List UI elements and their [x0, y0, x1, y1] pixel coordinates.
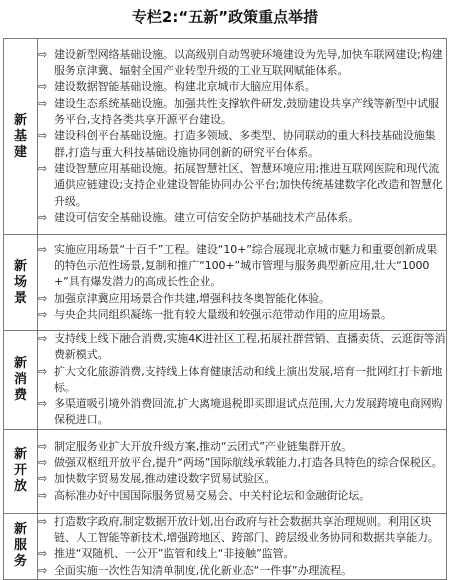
measure-text: 与央企共同组织凝练一批有较大量级和较强示范带动作用的应用场景。	[54, 307, 392, 321]
policy-row	[4, 39, 447, 235]
category-char: 新	[13, 258, 27, 274]
measure-text: 扩大文化旅游消费,支持线上体育健康活动和线上演出发展,培育一批网红打卡新地标。	[54, 364, 443, 394]
category-label	[4, 39, 38, 235]
measure-item	[38, 471, 446, 487]
policy-table	[3, 38, 447, 580]
category-char: 消	[13, 371, 27, 387]
measures-cell	[38, 331, 447, 430]
arrow-icon: ⇨	[38, 472, 48, 486]
arrow-icon: ⇨	[38, 488, 48, 502]
arrow-icon: ⇨	[38, 161, 48, 175]
category-label	[4, 235, 38, 331]
category-char: 服	[13, 538, 27, 554]
arrow-icon: ⇨	[38, 47, 48, 61]
arrow-icon: ⇨	[38, 332, 48, 345]
measure-item	[38, 396, 446, 429]
arrow-icon: ⇨	[38, 364, 48, 378]
arrow-icon: ⇨	[38, 455, 48, 469]
measure-text: 实施应用场景“十百千”工程。建设“10+”综合展现北京城市魅力和重要创新成果的特色示范性场景,复制和推广“100+”城市管理与服务典型新应用,壮大“1000+”具有爆发潜力的高成长性企业。	[54, 242, 438, 289]
measures-cell	[38, 39, 447, 235]
category-label	[4, 429, 38, 513]
measure-text: 支持线上线下融合消费,实施4K进社区工程,拓展社群营销、直播卖货、云逛街等消费新模式。	[54, 332, 446, 362]
measure-item	[38, 128, 446, 161]
measure-text: 建设科创平台基础设施。打造多领域、多类型、协同联动的重大科技基础设施集群,打造与重大科技基础设施协同创新的研究平台体系。	[54, 129, 436, 159]
category-char: 新	[13, 112, 27, 128]
measure-item	[38, 210, 446, 226]
measures-cell	[38, 513, 447, 579]
measure-text: 全面实施一次性告知清单制度,优化新业态“一件事”办理流程。	[54, 563, 352, 577]
arrow-icon: ⇨	[38, 397, 48, 411]
arrow-icon: ⇨	[38, 439, 48, 453]
measure-item	[38, 291, 446, 307]
measure-item	[38, 161, 446, 210]
arrow-icon: ⇨	[38, 547, 48, 561]
arrow-icon: ⇨	[38, 242, 48, 256]
measure-text: 打造数字政府,制定数据开放计划,出台政府与社会数据共享治理规则。利用区块链、人工智能等新技术,增强跨地区、跨部门、跨层级业务协同和数据共享能力。	[54, 514, 439, 545]
measure-item	[38, 439, 446, 455]
arrow-icon: ⇨	[38, 96, 48, 110]
category-char: 建	[13, 144, 27, 160]
category-char: 务	[13, 554, 27, 570]
category-char: 放	[13, 479, 27, 495]
measure-text: 做强双枢纽开放平台,提升“两场”国际航线承载能力,打造各具特色的综合保税区。	[54, 455, 443, 469]
arrow-icon: ⇨	[38, 210, 48, 224]
arrow-icon: ⇨	[38, 563, 48, 577]
policy-row	[4, 429, 447, 513]
measure-text: 多渠道吸引境外消费回流,扩大离境退税即买即退试点范围,大力发展跨境电商网购保税进口。	[54, 397, 443, 427]
arrow-icon: ⇨	[38, 307, 48, 321]
measure-text: 加强京津冀应用场景合作共建,增强科技冬奥智能化体验。	[54, 291, 330, 305]
measures-cell	[38, 235, 447, 331]
category-char: 费	[13, 387, 27, 403]
measure-item	[38, 307, 446, 323]
arrow-icon: ⇨	[38, 514, 48, 528]
column-title: 专栏2:“五新”政策重点举措	[131, 8, 319, 26]
category-char: 新	[13, 355, 27, 371]
measure-item	[38, 364, 446, 397]
arrow-icon: ⇨	[38, 80, 48, 94]
measure-item	[38, 79, 446, 95]
category-char: 开	[13, 463, 27, 479]
measure-text: 建设可信安全基础设施。建立可信安全防护基础技术产品体系。	[54, 210, 360, 224]
measure-text: 建设智慧应用基础设施。拓展智慧社区、智慧环境应用;推进互联网医院和现代流通供应链建设;支持企业建设智能协同办公平台;加快传统基建数字化改造和智慧化升级。	[54, 161, 443, 208]
category-char: 基	[13, 128, 27, 144]
measure-item	[38, 47, 446, 80]
measure-text: 建设数据智能基础设施。构建北京城市大脑应用体系。	[54, 80, 316, 94]
policy-row	[4, 235, 447, 331]
measure-text: 加快数字贸易发展,推动建设数字贸易试验区。	[54, 472, 276, 486]
arrow-icon: ⇨	[38, 291, 48, 305]
measure-item	[38, 96, 446, 129]
category-char: 新	[13, 447, 27, 463]
category-char: 新	[13, 522, 27, 538]
measure-text: 制定服务业扩大开放升级方案,推动“云团式”产业链集群开放。	[54, 439, 352, 453]
measure-item	[38, 514, 446, 547]
arrow-icon: ⇨	[38, 129, 48, 143]
measure-text: 高标准办好中国国际服务贸易交易会、中关村论坛和金融街论坛。	[54, 488, 371, 502]
measure-text: 建设新型网络基础设施。以高级别自动驾驶环境建设为先导,加快车联网建设;构建服务京津冀、辐射全国产业转型升级的工业互联网赋能体系。	[54, 47, 443, 78]
measure-text: 建设生态系统基础设施。加强共性支撑软件研发,鼓励建设共享产线等新型中试服务平台,支持各类共享开源平台建设。	[54, 96, 439, 127]
measure-item	[38, 455, 446, 471]
measure-text: 推进“双随机、一公开”监管和线上“非接触”监管。	[54, 547, 295, 561]
measure-item	[38, 488, 446, 504]
category-char: 景	[13, 290, 27, 306]
measure-item	[38, 331, 446, 364]
policy-row	[4, 513, 447, 579]
policy-row	[4, 331, 447, 430]
measure-item	[38, 546, 446, 562]
measures-cell	[38, 429, 447, 513]
category-label	[4, 513, 38, 579]
category-label	[4, 331, 38, 430]
category-char: 场	[13, 274, 27, 290]
measure-item	[38, 242, 446, 291]
